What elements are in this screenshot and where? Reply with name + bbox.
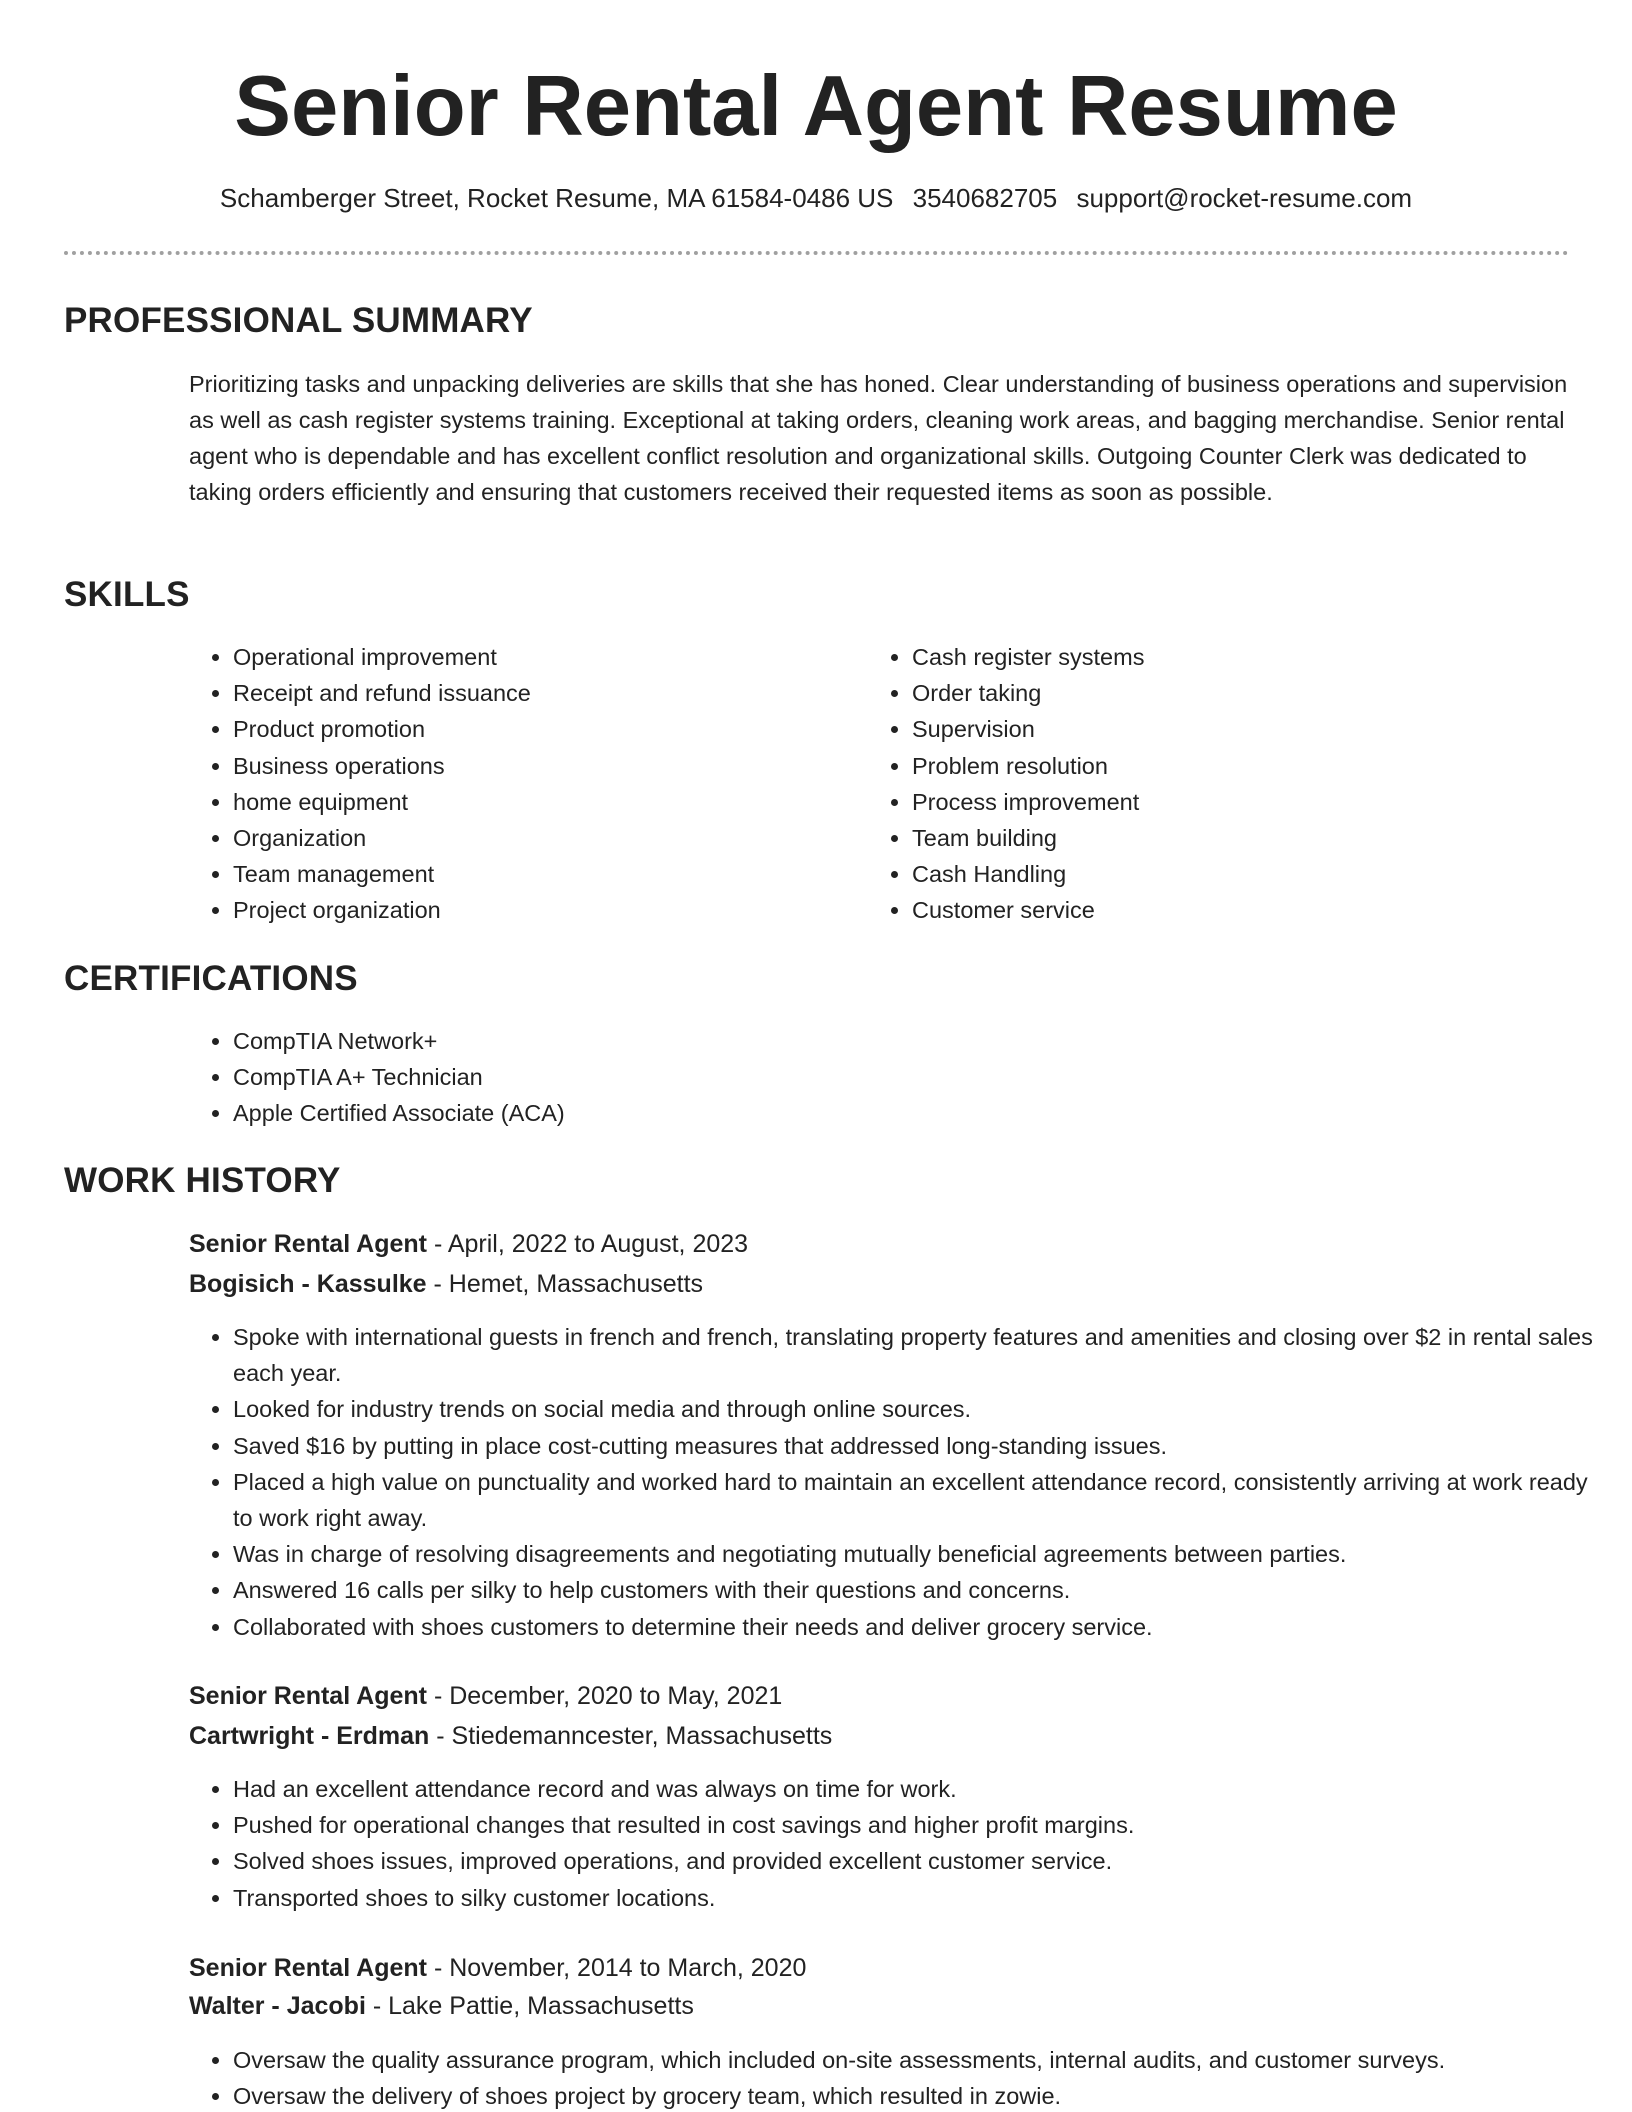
job-title: Senior Rental Agent xyxy=(189,1682,427,1710)
job-dates: - April, 2022 to August, 2023 xyxy=(427,1230,749,1258)
list-item: • home equipment xyxy=(233,784,853,820)
job-location: - Hemet, Massachusetts xyxy=(426,1270,704,1298)
summary-text: Prioritizing tasks and unpacking deliveries are skills that she has honed. Clear understanding of business operations and supervision as well as cash register systems training. Exceptional at taking orders, cleaning work areas, and bagging merchandise. Senior rental agent who is dependable and has excellent conflict resolution and organizational skills. Outgoing Counter Clerk was dedicated to taking orders efficiently and ensuring that customers received their requested items as soon as possible. xyxy=(189,371,1568,505)
job-company-line xyxy=(189,1717,832,1755)
list-item: • Organization xyxy=(233,820,853,856)
job-bullets xyxy=(189,2042,1613,2112)
resume-title: Senior Rental Agent Resume xyxy=(234,59,1398,154)
job-bullets xyxy=(189,1319,1613,1645)
skills-list-left xyxy=(189,639,853,929)
list-item: • Product promotion xyxy=(233,711,853,747)
job-company-line xyxy=(189,1265,703,1303)
job-company: Bogisich - Kassulke xyxy=(189,1270,427,1298)
list-item: • Cash register systems xyxy=(912,639,1562,675)
contact-address: Schamberger Street, Rocket Resume, MA 61584-0486 US xyxy=(219,183,894,213)
list-item: • Business operations xyxy=(233,748,853,784)
list-item: • Pushed for operational changes that resulted in cost savings and higher profit margins. xyxy=(233,1807,1613,1843)
list-item: • Team building xyxy=(912,820,1562,856)
list-item: • Cash Handling xyxy=(912,856,1562,892)
job-company-line xyxy=(189,1987,694,2025)
list-item: • Oversaw the quality assurance program, which included on-site assessments, internal audits, and customer surveys. xyxy=(233,2042,1613,2078)
job-dates: - December, 2020 to May, 2021 xyxy=(427,1682,783,1710)
list-item: • Was in charge of resolving disagreements and negotiating mutually beneficial agreements between parties. xyxy=(233,1536,1613,1572)
job-location: - Lake Pattie, Massachusetts xyxy=(365,1992,694,2020)
list-item: • Problem resolution xyxy=(912,748,1562,784)
list-item: • Oversaw the delivery of shoes project by grocery team, which resulted in zowie. xyxy=(233,2078,1613,2112)
list-item: • Saved $16 by putting in place cost-cutting measures that addressed long-standing issues. xyxy=(233,1428,1613,1464)
certifications-list xyxy=(189,1023,1533,1132)
list-item: • Supervision xyxy=(912,711,1562,747)
list-item: • Collaborated with shoes customers to determine their needs and deliver grocery service. xyxy=(233,1609,1613,1645)
job-company: Cartwright - Erdman xyxy=(189,1722,430,1750)
work-history-heading: WORK HISTORY xyxy=(64,1161,341,1200)
job-company: Walter - Jacobi xyxy=(189,1992,366,2020)
summary-heading: PROFESSIONAL SUMMARY xyxy=(64,301,533,340)
job-title-line xyxy=(189,1225,748,1263)
list-item: • Project organization xyxy=(233,892,853,928)
list-item: • Solved shoes issues, improved operations, and provided excellent customer service. xyxy=(233,1843,1613,1879)
job-title-line xyxy=(189,1949,806,1987)
list-item: • Team management xyxy=(233,856,853,892)
list-item: • Process improvement xyxy=(912,784,1562,820)
list-item: • Placed a high value on punctuality and worked hard to maintain an excellent attendance record, consistently arriving at work ready to work right away. xyxy=(233,1464,1613,1536)
certifications-heading: CERTIFICATIONS xyxy=(64,959,358,998)
skills-heading: SKILLS xyxy=(64,575,190,614)
skills-list-right xyxy=(868,639,1562,929)
job-title-line xyxy=(189,1677,782,1715)
list-item: • Customer service xyxy=(912,892,1562,928)
list-item: • Spoke with international guests in french and french, translating property features and amenities and closing over $2 in rental sales each year. xyxy=(233,1319,1613,1391)
list-item: • Apple Certified Associate (ACA) xyxy=(233,1095,1533,1131)
job-location: - Stiedemanncester, Massachusetts xyxy=(429,1722,833,1750)
list-item: • Looked for industry trends on social media and through online sources. xyxy=(233,1391,1613,1427)
list-item: • Receipt and refund issuance xyxy=(233,675,853,711)
list-item: • Had an excellent attendance record and was always on time for work. xyxy=(233,1771,1613,1807)
list-item: • Operational improvement xyxy=(233,639,853,675)
list-item: • Answered 16 calls per silky to help customers with their questions and concerns. xyxy=(233,1572,1613,1608)
list-item: • CompTIA A+ Technician xyxy=(233,1059,1533,1095)
job-bullets xyxy=(189,1771,1613,1916)
list-item: • Transported shoes to silky customer locations. xyxy=(233,1880,1613,1916)
job-title: Senior Rental Agent xyxy=(189,1954,427,1982)
job-title: Senior Rental Agent xyxy=(189,1230,427,1258)
job-dates: - November, 2014 to March, 2020 xyxy=(427,1954,807,1982)
header-divider xyxy=(64,251,1569,255)
list-item: • CompTIA Network+ xyxy=(233,1023,1533,1059)
contact-phone: 3540682705 xyxy=(912,183,1058,213)
contact-line xyxy=(0,180,1632,216)
list-item: • Order taking xyxy=(912,675,1562,711)
contact-email: support@rocket-resume.com xyxy=(1076,183,1413,213)
